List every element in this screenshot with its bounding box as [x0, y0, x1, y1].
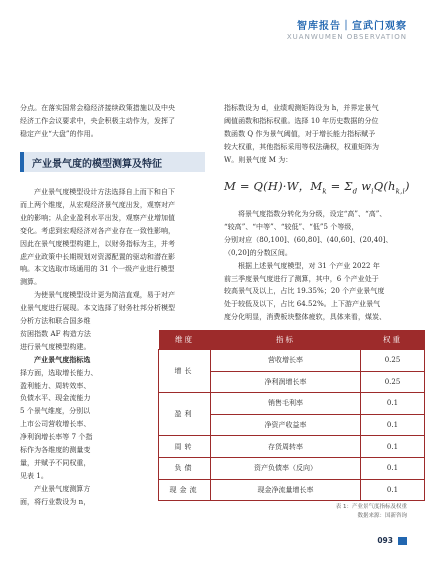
景气度-formula	[224, 178, 414, 200]
table-source: 数据来源：国新咨询	[357, 513, 407, 519]
indicator-cell: 营收增长率	[211, 350, 361, 372]
text-line: 产业景气度模型设计方法选择自上而下和自下	[34, 188, 175, 196]
text-line: 分别对应（80,100]、(60,80]、(40,60]、(20,40]、	[224, 235, 393, 244]
indicator-table	[158, 330, 425, 501]
formula-part: M = Q(H)·W，M	[224, 179, 323, 193]
text-line: 度分化明显，消费板块整体疲软，具体来看，煤炭、	[224, 313, 387, 322]
formula-part: w	[357, 179, 372, 193]
section-heading-marker	[20, 152, 24, 172]
table-row	[159, 479, 425, 501]
formula-part: )	[404, 179, 410, 193]
text-line: 响。本文选取市场通用的 31 个一级产业进行模型	[20, 265, 175, 274]
formula-sub: d	[352, 187, 358, 196]
right-top-paragraph	[224, 102, 379, 167]
header-title: 智库报告｜宣武门观察	[297, 21, 407, 32]
text-line: 业的影响；从企业盈利水平出发，观察产业增加值	[20, 213, 176, 222]
text-line: 产业景气度指标选	[34, 354, 91, 364]
formula-part: Q(h	[373, 179, 396, 193]
category-cell: 现金流	[159, 479, 211, 501]
text-line: W。则景气度 M 为：	[224, 155, 293, 164]
page-number: 093	[377, 536, 393, 545]
weight-cell: 0.1	[361, 393, 425, 415]
text-line: 产业景气度测算方	[34, 484, 91, 493]
text-line: 标作为各维度的测量变	[20, 446, 91, 455]
header-subtitle: XUANWUMEN OBSERVATION	[286, 33, 407, 41]
text-line: 进行景气度模型构建。	[20, 342, 91, 351]
weight-cell: 0.1	[361, 414, 425, 436]
formula-part: = Σ	[326, 179, 353, 193]
text-line: （0,20]的分数区间。	[224, 248, 292, 257]
table-header-row	[159, 330, 425, 350]
text-line: 见表 1。	[20, 471, 48, 480]
indicator-table-wrapper	[158, 330, 425, 501]
formula-sub: k,i	[395, 187, 405, 196]
text-line: 而上两个维度，从宏观经济景气度出发，观察对产	[20, 200, 176, 209]
category-cell: 周转	[159, 436, 211, 458]
text-line: 上市公司营收增长率、	[20, 420, 91, 429]
table-row	[159, 350, 425, 372]
text-line: 5 个景气维度，分别以	[20, 407, 91, 416]
text-line: 经济工作会议要求中，央企积极主动作为，发挥了	[20, 116, 176, 125]
weight-cell: 0.1	[361, 457, 425, 479]
indicator-cell: 存货周转率	[211, 436, 361, 458]
weight-cell: 0.1	[361, 436, 425, 458]
text-line: 变化。考虑到宏观经济对各产业存在一致性影响，	[20, 226, 176, 235]
text-line: 测算。	[20, 278, 42, 287]
text-line: 分析方法和联合国多维	[20, 317, 91, 325]
category-cell: 增长	[159, 350, 211, 393]
text-line: 阈值函数和指标权重。选择 10 年历史数据的分位	[224, 116, 379, 125]
text-line: 为使景气度模型设计更为简洁直观，易于对产	[34, 291, 175, 300]
table-row	[159, 393, 425, 415]
table-row	[159, 436, 425, 458]
category-cell: 负债	[159, 457, 211, 479]
text-line: 数函数 Q 作为景气阈值，对于增长能力指标赋予	[224, 129, 376, 138]
text-line: “较高”、“中等”、“较低”、“低”5 个等级，	[224, 222, 359, 231]
text-line: 虑产业政策中长期规划对资源配置的驱动和潜在影	[20, 252, 176, 261]
formula-sub: i	[371, 187, 374, 196]
left-body-paragraph	[20, 186, 175, 315]
indicator-cell: 销售毛利率	[211, 393, 361, 415]
text-line: 较大权重，其他指标采用等权法确权，权重矩阵为	[224, 142, 380, 151]
indicator-cell: 资产负债率（反向）	[211, 457, 361, 479]
text-line: 量，并赋予不同权重，	[20, 458, 91, 467]
weight-cell: 0.1	[361, 479, 425, 501]
text-line: 处于较低及以下，占比 64.52%。上下游产业景气	[224, 300, 381, 309]
weight-cell: 0.25	[361, 350, 425, 372]
text-line: 净利润增长率等 7 个指	[20, 433, 93, 442]
text-line: 分点。在落实国常会稳经济接续政策措施以及中央	[20, 104, 176, 112]
text-line: 择方面，选取增长能力、	[20, 368, 98, 377]
text-line: 负债水平、现金流能力	[20, 394, 91, 403]
section-heading: 产业景气度的模型测算及特征	[32, 159, 162, 170]
text-line: 指标数设为 d，业绩观测矩阵设为 h，并界定景气	[224, 104, 379, 112]
text-line: 盈利能力、周转效率、	[20, 381, 91, 390]
text-line: 稳定产业“大盘”的作用。	[20, 129, 98, 138]
table-row	[159, 457, 425, 479]
text-line: 较高景气及以上，占比 19.35%；20 个产业景气度	[224, 287, 385, 296]
text-line: 业景气度进行展现。本文选择了财务杜邦分析模型	[20, 304, 176, 313]
text-line: 因此在景气度模型构建上，以财务指标为主，并考	[20, 239, 176, 248]
table-header-cell: 指标	[211, 330, 361, 350]
text-line: 前三季度景气度进行了测算，其中，6 个产业处于	[224, 274, 379, 283]
left-narrow-paragraph	[20, 315, 98, 509]
indicator-cell: 净利润增长率	[211, 371, 361, 393]
text-line: 贫困指数 AF 构造方法	[20, 329, 91, 338]
indicator-cell: 现金净流量增长率	[211, 479, 361, 501]
right-body-paragraph	[224, 208, 393, 324]
weight-cell: 0.25	[361, 371, 425, 393]
left-top-paragraph	[20, 102, 175, 141]
category-cell: 盈利	[159, 393, 211, 436]
formula-sub: k	[322, 187, 327, 196]
page-number-marker	[398, 537, 407, 545]
text-line: 将景气度指数分转化为分级，设定“高”、“高”、	[238, 210, 387, 218]
text-line: 根据上述景气度模型，对 31 个产业 2022 年	[238, 261, 380, 270]
indicator-cell: 净资产收益率	[211, 414, 361, 436]
text-line: 面，将行业数设为 n，	[20, 497, 91, 506]
table-header-cell: 维度	[159, 330, 211, 350]
table-header-cell: 权重	[361, 330, 425, 350]
table-caption: 表 1：产业景气度指标及权重	[335, 504, 407, 510]
